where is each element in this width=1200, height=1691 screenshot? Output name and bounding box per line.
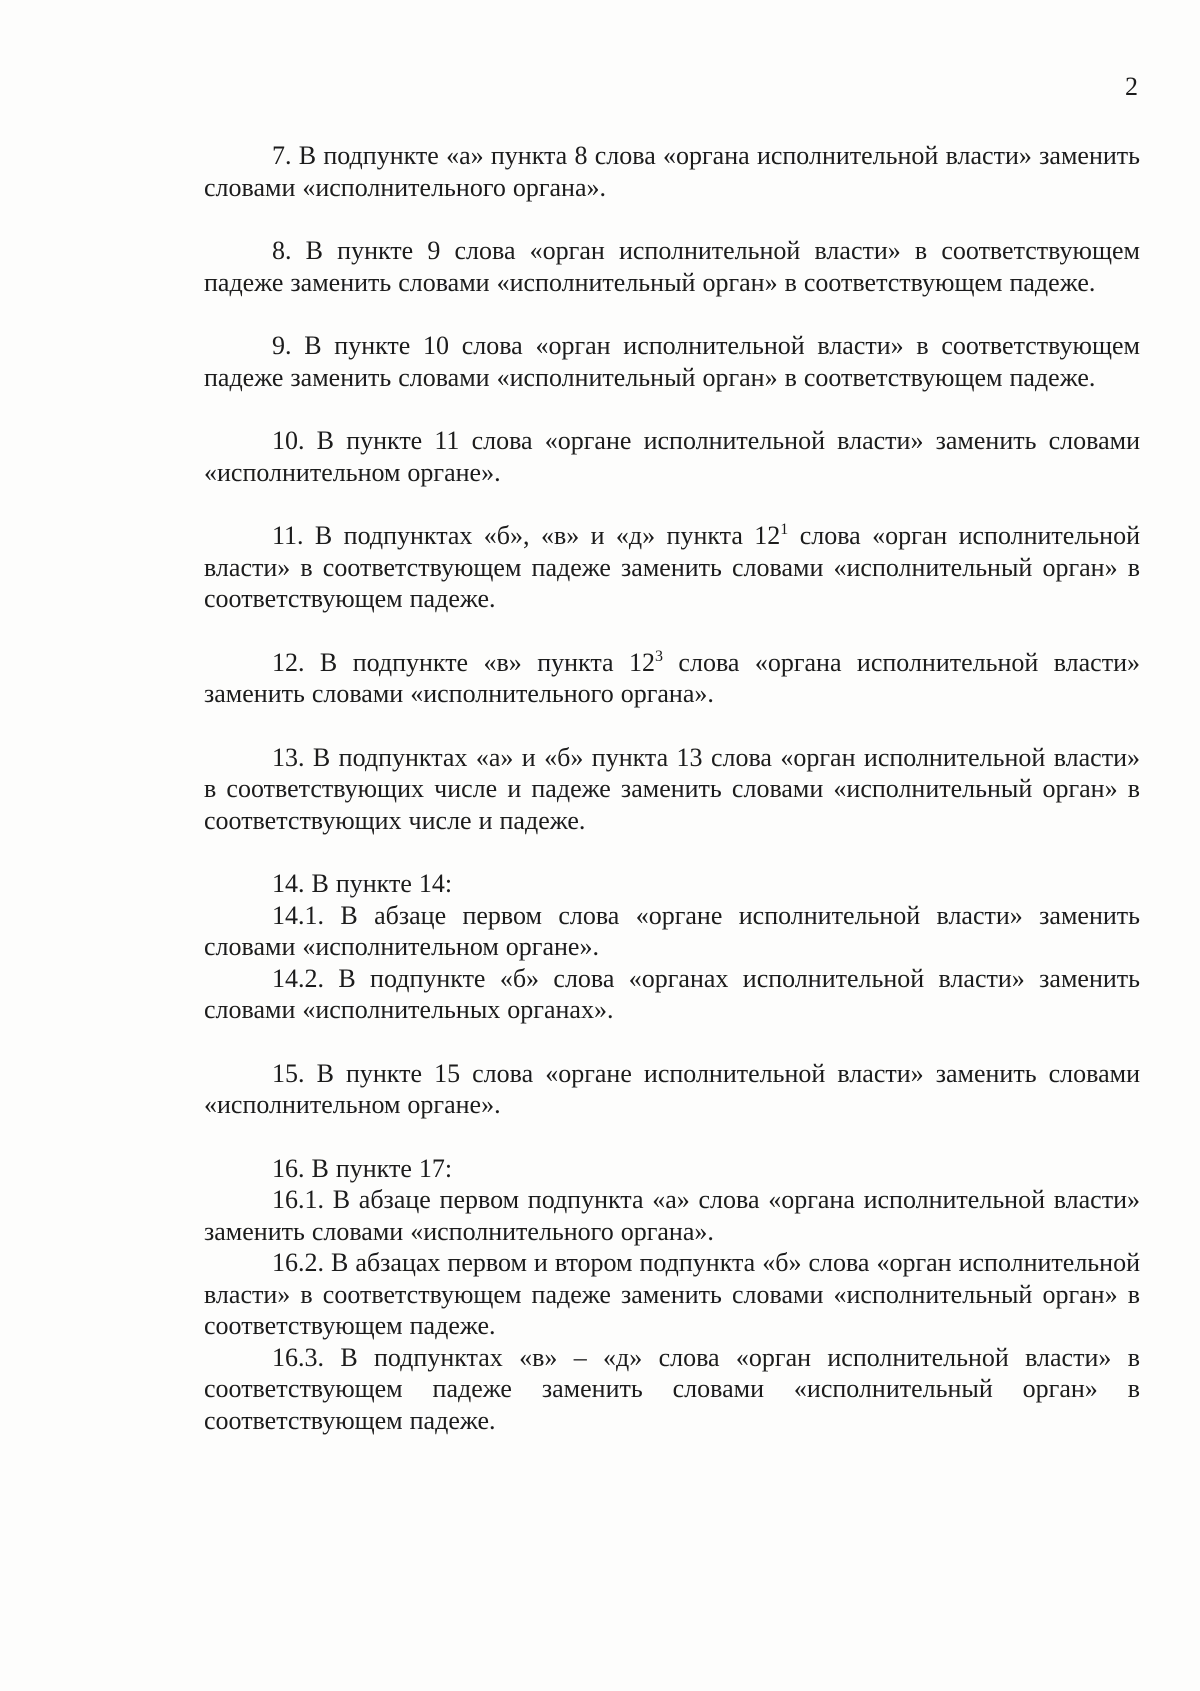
paragraph-15: 15. В пункте 15 слова «органе исполнительной власти» заменить словами «исполнительном органе». bbox=[204, 1058, 1140, 1119]
paragraph-16-1: 16.1. В абзаце первом подпункта «а» слова «органа исполнительной власти» заменить словами «исполнительного органа». bbox=[204, 1185, 1140, 1246]
document-body bbox=[204, 140, 1140, 1436]
paragraph-16-2: 16.2. В абзацах первом и втором подпункта «б» слова «орган исполнительной власти» в соответствующем падеже заменить словами «исполнительный орган» в соответствующем падеже. bbox=[204, 1248, 1140, 1340]
paragraph-11-text-after: слова «орган исполнительной власти» в соответствующем падеже заменить словами «исполнительный орган» в соответствующем падеже. bbox=[204, 521, 1140, 613]
paragraph-7: 7. В подпункте «а» пункта 8 слова «органа исполнительной власти» заменить словами «исполнительного органа». bbox=[204, 141, 1140, 202]
paragraph-11-superscript: 1 bbox=[780, 521, 789, 538]
paragraph-12-text-after: слова «органа исполнительной власти» заменить словами «исполнительного органа». bbox=[204, 647, 1140, 708]
paragraph-14-2: 14.2. В подпункте «б» слова «органах исполнительной власти» заменить словами «исполнительных органах». bbox=[204, 963, 1140, 1024]
paragraph-14-1: 14.1. В абзаце первом слова «органе исполнительной власти» заменить словами «исполнительном органе». bbox=[204, 900, 1140, 961]
paragraph-12 bbox=[204, 647, 1140, 710]
paragraph-14: 14. В пункте 14: bbox=[272, 869, 453, 898]
paragraph-16: 16. В пункте 17: bbox=[272, 1153, 453, 1183]
paragraph-11 bbox=[204, 520, 1140, 615]
paragraph-12-superscript: 3 bbox=[655, 647, 663, 665]
page-number: 2 bbox=[1125, 72, 1138, 101]
paragraph-9: 9. В пункте 10 слова «орган исполнительной власти» в соответствующем падеже заменить словами «исполнительный орган» в соответствующем падеже. bbox=[204, 331, 1140, 392]
paragraph-16-3: 16.3. В подпунктах «в» – «д» слова «орган исполнительной власти» в соответствующем падеже заменить словами «исполнительный орган» в соответствующем падеже. bbox=[204, 1342, 1140, 1435]
paragraph-11-text-before: 11. В подпунктах «б», «в» и «д» пункта 12 bbox=[272, 521, 781, 550]
paragraph-8: 8. В пункте 9 слова «орган исполнительной власти» в соответствующем падеже заменить словами «исполнительный орган» в соответствующем падеже. bbox=[204, 236, 1140, 297]
paragraph-13: 13. В подпунктах «а» и «б» пункта 13 слова «орган исполнительной власти» в соответствующих числе и падеже заменить словами «исполнительный орган» в соответствующих числе и падеже. bbox=[204, 742, 1140, 835]
paragraph-12-text-before: 12. В подпункте «в» пункта 12 bbox=[272, 647, 655, 677]
paragraph-10: 10. В пункте 11 слова «органе исполнительной власти» заменить словами «исполнительном органе». bbox=[204, 426, 1140, 487]
